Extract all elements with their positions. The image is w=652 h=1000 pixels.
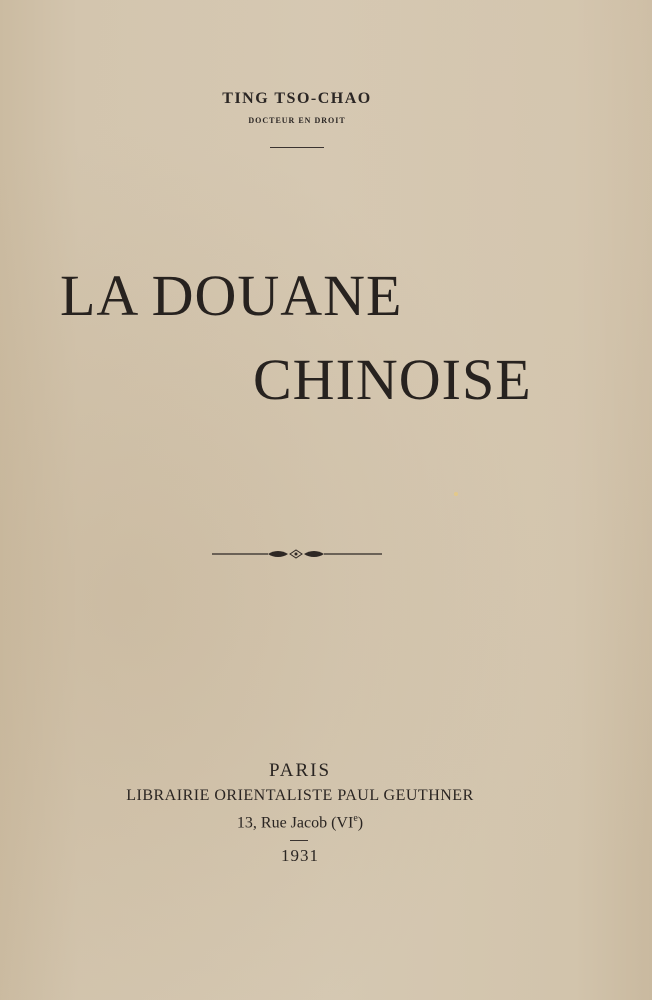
imprint-year: 1931: [281, 846, 319, 865]
ornament-divider: [212, 545, 382, 563]
imprint-publisher: LIBRAIRIE ORIENTALISTE PAUL GEUTHNER: [126, 787, 474, 804]
title-line-2: CHINOISE: [253, 347, 532, 412]
imprint-address: [0, 813, 600, 832]
paper-speck: [454, 492, 458, 496]
author-degree: DOCTEUR EN DROIT: [248, 116, 346, 125]
title-line-1: LA DOUANE: [60, 263, 403, 328]
address-main: 13, Rue Jacob (VI: [236, 814, 354, 832]
year-dash: [290, 840, 308, 841]
address-superscript: e: [353, 813, 358, 824]
author-divider: [270, 147, 324, 148]
author-name: TING TSO-CHAO: [222, 90, 372, 107]
address-close: ): [357, 814, 364, 832]
imprint-city: PARIS: [268, 760, 332, 781]
